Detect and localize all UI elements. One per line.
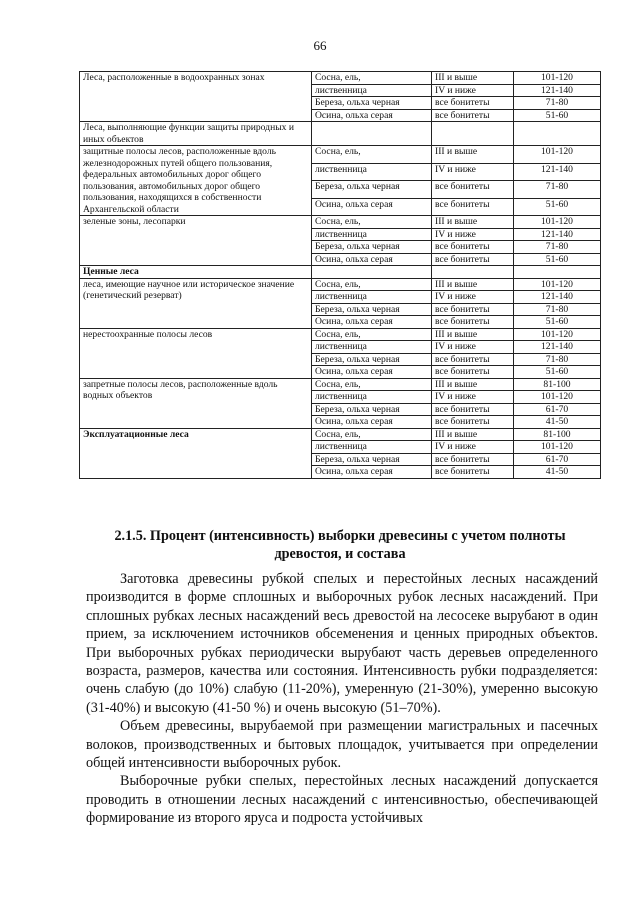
species-cell: Береза, ольха черная [312,97,432,110]
cutting-age-cell [514,122,601,146]
species-cell: Сосна, ель, [312,278,432,291]
species-cell: Осина, ольха серая [312,416,432,429]
cutting-age-cell: 51-60 [514,316,601,329]
bonitet-cell: III и выше [432,428,514,441]
species-cell: Сосна, ель, [312,428,432,441]
cutting-age-cell [514,266,601,279]
cutting-age-cell: 101-120 [514,441,601,454]
species-cell: Осина, ольха серая [312,466,432,479]
species-cell: Осина, ольха серая [312,253,432,266]
paragraph: Выборочные рубки спелых, перестойных лесных насаждений допускается проводить в отношении лесных насаждений с интенсивностью, обеспечивающей формирование из второго яруса и подроста устойчивых [86,773,598,827]
species-cell: Сосна, ель, [312,72,432,85]
cutting-age-cell: 121-140 [514,163,601,181]
table-row [80,72,601,85]
cutting-age-cell: 101-120 [514,216,601,229]
bonitet-cell: III и выше [432,328,514,341]
bonitet-cell: III и выше [432,278,514,291]
bonitet-cell: III и выше [432,378,514,391]
bonitet-cell [432,122,514,146]
cutting-age-cell: 101-120 [514,278,601,291]
cutting-age-cell: 71-80 [514,181,601,199]
table-row [80,266,601,279]
forest-category-cell: нерестоохранные полосы лесов [80,328,312,378]
species-cell: Береза, ольха черная [312,181,432,199]
species-cell: Осина, ольха серая [312,198,432,216]
species-cell: Сосна, ель, [312,146,432,164]
forest-category-cell: зеленые зоны, лесопарки [80,216,312,266]
species-cell: Сосна, ель, [312,328,432,341]
species-cell: лиственница [312,441,432,454]
page-number: 66 [313,38,327,53]
section-heading: 2.1.5. Процент (интенсивность) выборки древесины с учетом полноты древостоя, и состава [114,528,566,562]
cutting-age-table [79,71,601,479]
bonitet-cell: IV и ниже [432,291,514,304]
cutting-age-cell: 121-140 [514,291,601,304]
species-cell: лиственница [312,291,432,304]
cutting-age-cell: 41-50 [514,416,601,429]
bonitet-cell [432,266,514,279]
species-cell: Осина, ольха серая [312,109,432,122]
bonitet-cell: IV и ниже [432,391,514,404]
cutting-age-cell: 121-140 [514,228,601,241]
bonitet-cell: все бонитеты [432,97,514,110]
cutting-age-cell: 101-120 [514,72,601,85]
bonitet-cell: IV и ниже [432,341,514,354]
bonitet-cell: все бонитеты [432,198,514,216]
table-row [80,146,601,164]
forest-category-cell: Леса, расположенные в водоохранных зонах [80,72,312,122]
species-cell: Береза, ольха черная [312,241,432,254]
cutting-age-cell: 81-100 [514,428,601,441]
bonitet-cell: все бонитеты [432,181,514,199]
table-row [80,328,601,341]
cutting-age-cell: 61-70 [514,403,601,416]
bonitet-cell: IV и ниже [432,441,514,454]
table-row [80,278,601,291]
bonitet-cell: все бонитеты [432,316,514,329]
forest-category-cell: Леса, выполняющие функции защиты природных и иных объектов [80,122,312,146]
bonitet-cell: III и выше [432,146,514,164]
forest-category-cell: запретные полосы лесов, расположенные вдоль водных объектов [80,378,312,428]
table-row [80,428,601,441]
forest-category-cell: леса, имеющие научное или историческое значение (генетический резерват) [80,278,312,328]
cutting-age-cell: 51-60 [514,198,601,216]
species-cell: Сосна, ель, [312,378,432,391]
bonitet-cell: все бонитеты [432,416,514,429]
cutting-age-cell: 101-120 [514,146,601,164]
paragraph: Заготовка древесины рубкой спелых и перестойных лесных насаждений производится в форме сплошных и выборочных рубок лесных насаждений. При сплошных рубках лесных насаждений весь древостой на лесосеке вырубают в один прием, за исключением источников обсеменения и ценных природных объектов. При выборочных рубках периодически вырубают часть деревьев определенного возраста, размеров, качества или состояния. Интенсивность рубки подразделяется: очень слабую (до 10%) слабую (11-20%), умеренную (21-30%), умеренно высокую (31-40%) и высокую (41-50 %) и очень высокую (51–70%). [86,571,598,716]
cutting-age-cell: 121-140 [514,84,601,97]
species-cell: Береза, ольха черная [312,403,432,416]
bonitet-cell: все бонитеты [432,303,514,316]
forest-category-cell: Эксплуатационные леса [80,428,312,478]
species-cell: лиственница [312,84,432,97]
forest-category-cell: Ценные леса [80,266,312,279]
body-text [86,570,598,828]
species-cell: Береза, ольха черная [312,453,432,466]
cutting-age-cell: 51-60 [514,366,601,379]
bonitet-cell: III и выше [432,72,514,85]
table-row [80,122,601,146]
bonitet-cell: IV и ниже [432,228,514,241]
species-cell: Сосна, ель, [312,216,432,229]
cutting-age-cell: 71-80 [514,353,601,366]
cutting-age-cell: 71-80 [514,241,601,254]
paragraph: Объем древесины, вырубаемой при размещении магистральных и пасечных волоков, производственных и бытовых площадок, учитывается при определении общей интенсивности выборочных рубок. [86,718,598,772]
bonitet-cell: все бонитеты [432,109,514,122]
bonitet-cell: все бонитеты [432,253,514,266]
bonitet-cell: IV и ниже [432,163,514,181]
species-cell: лиственница [312,228,432,241]
cutting-age-cell: 81-100 [514,378,601,391]
species-cell: лиственница [312,391,432,404]
bonitet-cell: все бонитеты [432,241,514,254]
bonitet-cell: все бонитеты [432,403,514,416]
species-cell: лиственница [312,341,432,354]
cutting-age-cell: 101-120 [514,328,601,341]
table-row [80,216,601,229]
cutting-age-cell: 61-70 [514,453,601,466]
species-cell [312,122,432,146]
bonitet-cell: IV и ниже [432,84,514,97]
bonitet-cell: все бонитеты [432,466,514,479]
cutting-age-cell: 71-80 [514,97,601,110]
cutting-age-cell: 121-140 [514,341,601,354]
cutting-age-cell: 51-60 [514,253,601,266]
species-cell: Осина, ольха серая [312,316,432,329]
cutting-age-cell: 71-80 [514,303,601,316]
species-cell: Береза, ольха черная [312,303,432,316]
bonitet-cell: III и выше [432,216,514,229]
cutting-age-cell: 51-60 [514,109,601,122]
cutting-age-cell: 101-120 [514,391,601,404]
cutting-age-cell: 41-50 [514,466,601,479]
bonitet-cell: все бонитеты [432,366,514,379]
table-row [80,378,601,391]
species-cell: Береза, ольха черная [312,353,432,366]
bonitet-cell: все бонитеты [432,453,514,466]
forest-category-cell: защитные полосы лесов, расположенные вдоль железнодорожных путей общего пользования, федеральных автомобильных дорог общего пользования, автомобильных дорог общего пользования, находящихся в собственности Архангельской области [80,146,312,216]
species-cell [312,266,432,279]
species-cell: лиственница [312,163,432,181]
species-cell: Осина, ольха серая [312,366,432,379]
bonitet-cell: все бонитеты [432,353,514,366]
